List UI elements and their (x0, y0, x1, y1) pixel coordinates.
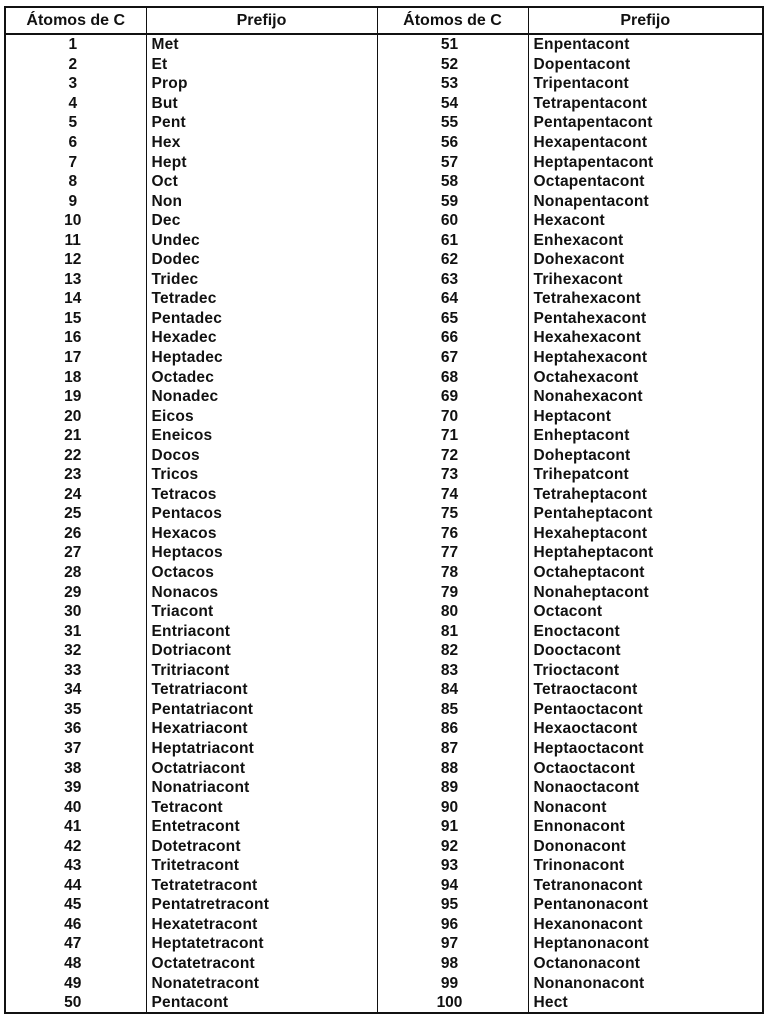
table-row (5, 797, 763, 817)
prefix-cell: Tritriacont (146, 661, 377, 681)
carbon-atoms-cell: 45 (5, 895, 146, 915)
prefix-cell: Hexaheptacont (533, 524, 648, 542)
carbon-atoms-cell: 59 (377, 191, 528, 211)
prefix-cell: Tritetracont (146, 856, 377, 876)
prefix-cell: Pentapentacont (533, 114, 653, 132)
prefix-cell: Octacos (146, 563, 377, 583)
table-row (5, 993, 763, 1014)
prefix-cell: Tetraoctacont (533, 681, 638, 699)
prefix-cell: Hexapentacont (533, 134, 648, 151)
prefix-cell: But (146, 94, 377, 114)
carbon-atoms-cell: 41 (5, 817, 146, 837)
carbon-atoms-cell: 15 (5, 309, 146, 329)
prefix-cell: Dodec (146, 250, 377, 270)
table-row (5, 524, 763, 544)
prefix-cell: Met (146, 34, 377, 55)
carbon-atoms-cell: 19 (5, 387, 146, 407)
table-row (5, 543, 763, 563)
prefix-cell: Heptacont (533, 407, 612, 425)
table-header (5, 7, 763, 34)
carbon-atoms-cell: 21 (5, 426, 146, 446)
table-row (5, 719, 763, 739)
table-row (5, 172, 763, 192)
carbon-atoms-cell: 56 (377, 133, 528, 153)
prefix-cell: Heptaheptacont (533, 544, 654, 562)
carbon-atoms-cell: 14 (5, 289, 146, 309)
prefix-cell: Octatriacont (146, 758, 377, 778)
prefix-cell: Oct (146, 172, 377, 192)
carbon-atoms-cell: 92 (377, 836, 528, 856)
prefix-cell: Tetratetracont (146, 876, 377, 896)
carbon-atoms-cell: 82 (377, 641, 528, 661)
prefix-cell: Nonaoctacont (533, 779, 640, 797)
carbon-atoms-cell: 54 (377, 94, 528, 114)
prefix-cell: Tetrahexacont (533, 290, 641, 308)
table-row (5, 915, 763, 935)
table-row (5, 485, 763, 505)
prefix-cell: Hexacont (533, 212, 605, 230)
carbon-atoms-cell: 25 (5, 504, 146, 524)
table-body (5, 34, 763, 1013)
carbon-atoms-cell: 26 (5, 524, 146, 544)
prefix-cell: Tetradec (146, 289, 377, 309)
carbon-atoms-cell: 90 (377, 797, 528, 817)
table-row (5, 641, 763, 661)
carbon-atoms-cell: 95 (377, 895, 528, 915)
carbon-atoms-cell: 49 (5, 973, 146, 993)
prefix-cell: Enoctacont (533, 622, 620, 640)
prefix-cell: Pentaheptacont (533, 505, 653, 523)
carbon-atoms-cell: 40 (5, 797, 146, 817)
carbon-atoms-cell: 6 (5, 133, 146, 153)
prefix-cell: Tridec (146, 270, 377, 290)
table-row (5, 348, 763, 368)
carbon-atoms-cell: 24 (5, 485, 146, 505)
carbon-atoms-cell: 67 (377, 348, 528, 368)
carbon-atoms-cell: 76 (377, 524, 528, 544)
table-row (5, 700, 763, 720)
table-row (5, 504, 763, 524)
table-row (5, 895, 763, 915)
carbon-atoms-cell: 17 (5, 348, 146, 368)
prefix-cell: Octahexacont (533, 368, 639, 386)
carbon-atoms-cell: 53 (377, 74, 528, 94)
prefix-cell: Tricos (146, 465, 377, 485)
prefix-cell: Pentacont (146, 993, 377, 1014)
table-row (5, 211, 763, 231)
prefix-cell: Hexahexacont (533, 329, 642, 347)
carbon-atoms-cell: 44 (5, 876, 146, 896)
prefix-cell: Trioctacont (533, 661, 620, 679)
prefix-cell: Hect (533, 994, 568, 1012)
carbon-atoms-cell: 77 (377, 543, 528, 563)
table-row (5, 94, 763, 114)
table-row (5, 113, 763, 133)
carbon-atoms-cell: 62 (377, 250, 528, 270)
carbon-atoms-cell: 78 (377, 563, 528, 583)
carbon-atoms-cell: 47 (5, 934, 146, 954)
carbon-atoms-cell: 68 (377, 367, 528, 387)
table-row (5, 661, 763, 681)
prefix-cell: Dohexacont (533, 251, 625, 269)
prefix-cell: Dotetracont (146, 836, 377, 856)
header-prefix-right: Prefijo (528, 7, 763, 34)
carbon-atoms-cell: 3 (5, 74, 146, 94)
table-row (5, 876, 763, 896)
carbon-atoms-cell: 85 (377, 700, 528, 720)
prefix-cell: Octacont (533, 603, 603, 621)
prefix-cell: Hexadec (146, 328, 377, 348)
carbon-atoms-cell: 99 (377, 973, 528, 993)
prefix-cell: Nonacont (533, 798, 607, 816)
carbon-atoms-cell: 16 (5, 328, 146, 348)
table-row (5, 426, 763, 446)
carbon-atoms-cell: 28 (5, 563, 146, 583)
prefix-cell: Pent (146, 113, 377, 133)
prefix-cell: Nonahexacont (533, 388, 643, 406)
table-row (5, 954, 763, 974)
table-row (5, 856, 763, 876)
prefix-cell: Heptahexacont (533, 349, 648, 367)
prefix-cell: Tetrapentacont (533, 94, 648, 112)
prefix-cell: Dooctacont (533, 642, 621, 660)
carbon-atoms-cell: 48 (5, 954, 146, 974)
table-row (5, 152, 763, 172)
carbon-atoms-cell: 100 (377, 993, 528, 1014)
prefix-cell: Tripentacont (533, 75, 629, 93)
carbon-atoms-cell: 96 (377, 915, 528, 935)
prefix-cell: Pentacos (146, 504, 377, 524)
table-row (5, 289, 763, 309)
carbon-atoms-cell: 52 (377, 55, 528, 75)
carbon-atoms-cell: 7 (5, 152, 146, 172)
carbon-atoms-cell: 81 (377, 621, 528, 641)
prefix-cell: Tetratriacont (146, 680, 377, 700)
carbon-atoms-cell: 27 (5, 543, 146, 563)
carbon-atoms-cell: 64 (377, 289, 528, 309)
prefix-cell: Heptacos (146, 543, 377, 563)
table-row (5, 739, 763, 759)
carbon-atoms-cell: 39 (5, 778, 146, 798)
prefix-cell: Heptatriacont (146, 739, 377, 759)
prefix-cell: Octapentacont (533, 173, 645, 191)
prefix-cell: Docos (146, 445, 377, 465)
carbon-atoms-cell: 10 (5, 211, 146, 231)
prefix-cell: Triacont (146, 602, 377, 622)
prefix-cell: Nonadec (146, 387, 377, 407)
carbon-atoms-cell: 70 (377, 406, 528, 426)
prefix-cell: Octanonacont (533, 954, 641, 972)
carbon-atoms-cell: 79 (377, 582, 528, 602)
prefix-cell: Enhexacont (533, 231, 624, 249)
prefix-cell: Eneicos (146, 426, 377, 446)
header-prefix-left: Prefijo (146, 7, 377, 34)
prefix-cell: Nonapentacont (533, 192, 649, 210)
prefix-cell: Doheptacont (533, 446, 631, 464)
prefix-cell: Enpentacont (533, 36, 630, 54)
prefix-cell: Tetraheptacont (533, 485, 648, 503)
header-row (5, 7, 763, 34)
carbon-atoms-cell: 43 (5, 856, 146, 876)
carbon-atoms-cell: 98 (377, 954, 528, 974)
carbon-atoms-cell: 20 (5, 406, 146, 426)
prefix-cell: Octadec (146, 367, 377, 387)
carbon-atoms-cell: 34 (5, 680, 146, 700)
carbon-atoms-cell: 55 (377, 113, 528, 133)
prefix-cell: Trihepatcont (533, 466, 629, 484)
prefix-cell: Hex (146, 133, 377, 153)
carbon-atoms-cell: 73 (377, 465, 528, 485)
prefix-cell: Dopentacont (533, 55, 631, 73)
prefix-cell: Pentahexacont (533, 309, 647, 327)
prefix-cell: Hept (146, 152, 377, 172)
prefix-cell: Pentanonacont (533, 896, 649, 914)
table-row (5, 133, 763, 153)
carbon-atoms-cell: 35 (5, 700, 146, 720)
prefix-cell: Hexanonacont (533, 915, 643, 933)
prefix-cell: Hexacos (146, 524, 377, 544)
prefix-cell: Ennonacont (533, 818, 626, 836)
prefix-cell: Pentatriacont (146, 700, 377, 720)
prefix-cell: Pentatretracont (146, 895, 377, 915)
prefix-cell: Heptanonacont (533, 935, 649, 953)
table-row (5, 445, 763, 465)
prefix-cell: Dotriacont (146, 641, 377, 661)
carbon-atoms-cell: 11 (5, 230, 146, 250)
carbon-atoms-cell: 42 (5, 836, 146, 856)
prefix-cell: Octaheptacont (533, 564, 645, 582)
carbon-atoms-cell: 1 (5, 34, 146, 55)
prefix-cell: Entriacont (146, 621, 377, 641)
carbon-atoms-cell: 58 (377, 172, 528, 192)
table-row (5, 55, 763, 75)
table-row (5, 465, 763, 485)
prefix-cell: Nonaheptacont (533, 583, 649, 601)
carbon-atoms-cell: 8 (5, 172, 146, 192)
table-row (5, 250, 763, 270)
carbon-atoms-cell: 74 (377, 485, 528, 505)
prefix-cell: Nonacos (146, 582, 377, 602)
carbon-atoms-cell: 51 (377, 34, 528, 55)
carbon-atoms-cell: 37 (5, 739, 146, 759)
carbon-atoms-cell: 87 (377, 739, 528, 759)
carbon-atoms-cell: 65 (377, 309, 528, 329)
carbon-atoms-cell: 66 (377, 328, 528, 348)
table-row (5, 270, 763, 290)
carbon-atoms-cell: 75 (377, 504, 528, 524)
carbon-atoms-cell: 22 (5, 445, 146, 465)
prefix-cell: Octatetracont (146, 954, 377, 974)
carbon-prefix-table (4, 6, 764, 1014)
prefix-cell: Hexatetracont (146, 915, 377, 935)
carbon-atoms-cell: 86 (377, 719, 528, 739)
prefix-cell: Nonatriacont (146, 778, 377, 798)
carbon-atoms-cell: 46 (5, 915, 146, 935)
header-carbon-atoms-left: Átomos de C (5, 7, 146, 34)
table-row (5, 563, 763, 583)
carbon-atoms-cell: 4 (5, 94, 146, 114)
carbon-atoms-cell: 50 (5, 993, 146, 1014)
prefix-cell: Dec (146, 211, 377, 231)
table-row (5, 230, 763, 250)
carbon-atoms-cell: 38 (5, 758, 146, 778)
prefix-cell: Entetracont (146, 817, 377, 837)
table-row (5, 602, 763, 622)
table-row (5, 74, 763, 94)
prefix-cell: Et (146, 55, 377, 75)
prefix-cell: Dononacont (533, 837, 626, 855)
table-row (5, 680, 763, 700)
carbon-atoms-cell: 93 (377, 856, 528, 876)
carbon-atoms-cell: 72 (377, 445, 528, 465)
table-row (5, 621, 763, 641)
carbon-atoms-cell: 57 (377, 152, 528, 172)
carbon-atoms-cell: 5 (5, 113, 146, 133)
carbon-atoms-cell: 32 (5, 641, 146, 661)
carbon-atoms-cell: 30 (5, 602, 146, 622)
carbon-atoms-cell: 91 (377, 817, 528, 837)
prefix-cell: Undec (146, 230, 377, 250)
carbon-atoms-cell: 89 (377, 778, 528, 798)
carbon-atoms-cell: 88 (377, 758, 528, 778)
carbon-atoms-cell: 18 (5, 367, 146, 387)
prefix-cell: Nonatetracont (146, 973, 377, 993)
carbon-atoms-cell: 33 (5, 661, 146, 681)
carbon-atoms-cell: 36 (5, 719, 146, 739)
carbon-atoms-cell: 9 (5, 191, 146, 211)
carbon-atoms-cell: 12 (5, 250, 146, 270)
carbon-atoms-cell: 71 (377, 426, 528, 446)
carbon-atoms-cell: 2 (5, 55, 146, 75)
carbon-atoms-cell: 84 (377, 680, 528, 700)
carbon-atoms-cell: 80 (377, 602, 528, 622)
table-row (5, 309, 763, 329)
prefix-cell: Trinonacont (533, 857, 625, 875)
carbon-atoms-cell: 83 (377, 661, 528, 681)
prefix-cell: Prop (146, 74, 377, 94)
table-row (5, 817, 763, 837)
carbon-atoms-cell: 13 (5, 270, 146, 290)
table-row (5, 406, 763, 426)
header-carbon-atoms-right: Átomos de C (377, 7, 528, 34)
prefix-cell: Heptadec (146, 348, 377, 368)
carbon-atoms-cell: 94 (377, 876, 528, 896)
prefix-cell: Eicos (146, 406, 377, 426)
table-row (5, 328, 763, 348)
prefix-cell: Hexatriacont (146, 719, 377, 739)
table-row (5, 973, 763, 993)
table-row (5, 582, 763, 602)
prefix-cell: Heptaoctacont (533, 739, 644, 757)
carbon-atoms-cell: 31 (5, 621, 146, 641)
table-row (5, 387, 763, 407)
carbon-atoms-cell: 60 (377, 211, 528, 231)
carbon-atoms-cell: 29 (5, 582, 146, 602)
prefix-cell: Pentadec (146, 309, 377, 329)
prefix-cell: Tetracos (146, 485, 377, 505)
prefix-cell: Heptatetracont (146, 934, 377, 954)
table-row (5, 934, 763, 954)
table-row (5, 191, 763, 211)
carbon-atoms-cell: 69 (377, 387, 528, 407)
prefix-cell: Trihexacont (533, 270, 623, 288)
prefix-cell: Pentaoctacont (533, 700, 643, 718)
prefix-cell: Nonanonacont (533, 974, 645, 992)
prefix-cell: Tetracont (146, 797, 377, 817)
carbon-atoms-cell: 63 (377, 270, 528, 290)
prefix-cell: Heptapentacont (533, 153, 654, 171)
carbon-atoms-cell: 61 (377, 230, 528, 250)
prefix-cell: Non (146, 191, 377, 211)
table-row (5, 367, 763, 387)
prefix-cell: Hexaoctacont (533, 720, 638, 738)
table-row (5, 778, 763, 798)
table-row (5, 836, 763, 856)
table-row (5, 758, 763, 778)
prefix-cell: Enheptacont (533, 427, 630, 445)
carbon-atoms-cell: 97 (377, 934, 528, 954)
carbon-atoms-cell: 23 (5, 465, 146, 485)
table-row (5, 34, 763, 55)
prefix-cell: Octaoctacont (533, 759, 635, 777)
prefix-cell: Tetranonacont (533, 876, 643, 894)
